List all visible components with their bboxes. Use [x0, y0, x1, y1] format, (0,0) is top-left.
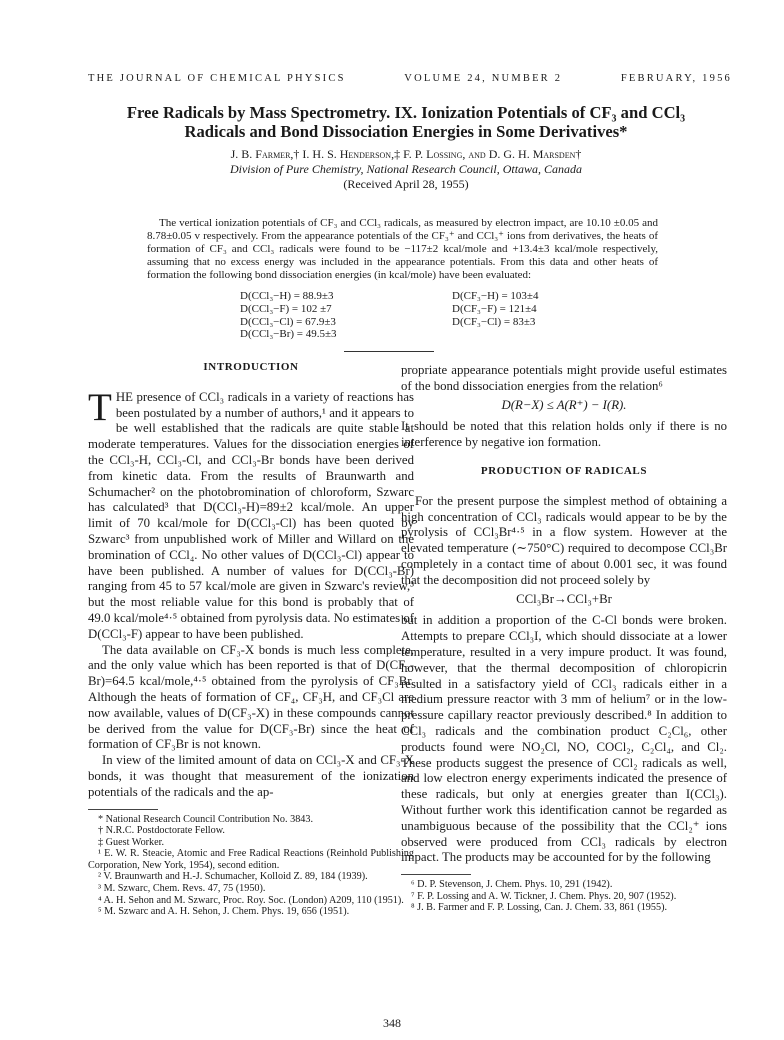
title-line-2: Radicals and Bond Dissociation Energies in Some Derivatives*: [184, 122, 628, 141]
footnote: † N.R.C. Postdoctorate Fellow.: [98, 825, 225, 837]
bde-item: D(CF₃−H) = 103±4: [452, 290, 539, 302]
running-head: [88, 73, 732, 84]
author-block: [80, 147, 732, 192]
bde-list-ccl3: [240, 290, 337, 341]
right-column: [401, 363, 727, 914]
received-date: (Received April 28, 1955): [343, 177, 469, 191]
title-line-1: Free Radicals by Mass Spectrometry. IX. Ionization Potentials of CF₃ and CCl₃: [126, 103, 686, 122]
right-paragraph-4: but in addition a proportion of the C-Cl bonds were broken. Attempts to prepare CCl₃I, which should dissociate at a lower temperature, resulted in a very impure product. It was found, however, that the thermal decomposition of chloropicrin resulted in a satisfactory yield of CCl₃ radicals either in a medium pressure reactor with 3 mm of helium⁷ or in the low-pressure capillary reactor previously described.⁸ In addition to CCl₃ radicals and the combination product C₂Cl₆, other products found were NO₂Cl, NO, COCl₂, C₂Cl₄, and Cl₂. These products suggest the presence of CCl₂ radicals as well, and low electron energy experiments indicated the presence of these radicals, but only at energies greater than I(CCl₃). Without further work this identification cannot be regarded as unambiguous because of the possibility that the CCl₂⁺ ions observed were produced from CCl₃ radicals by electron impact. The products may be accounted for by the following: [401, 613, 727, 865]
footnote: ⁸ J. B. Farmer and F. P. Lossing, Can. J. Chem. 33, 861 (1955).: [411, 902, 668, 914]
equation-bde-relation: D(R−X) ≤ A(R⁺) − I(R).: [501, 397, 627, 412]
issue-date: FEBRUARY, 1956: [620, 73, 732, 84]
page-number: 348: [383, 1016, 401, 1030]
footnote: ⁵ M. Szwarc and A. H. Sehon, J. Chem. Phys. 19, 656 (1951).: [98, 906, 350, 918]
equation-decomposition: CCl₃Br→CCl₃+Br: [516, 591, 612, 606]
footnotes-right: [401, 879, 727, 914]
footnote: ³ M. Szwarc, Chem. Revs. 47, 75 (1950).: [98, 883, 266, 895]
left-column: [88, 360, 414, 918]
right-paragraph-1: propriate appearance potentials might provide useful estimates of the bond dissociation energies from the relation⁶: [401, 363, 727, 393]
abstract: The vertical ionization potentials of CF₃ and CCl₃ radicals, as measured by electron impact, are 10.10 ±0.05 and 8.78±0.05 v respectively. From the appearance potentials of the CF₃⁺ and CCl₃⁺ ions from derivatives, the heats of formation of CF₃ and CCl₃ radicals were found to be −117±2 kcal/mole and +13.4±3 kcal/mole respectively, assuming that no excess energy was included in the appearance potentials. From this data and other heats of formation the following bond dissociation energies (in kcal/mole) have been evaluated:: [147, 217, 658, 281]
drop-cap: T: [88, 385, 112, 429]
volume-number: VOLUME 24, NUMBER 2: [404, 73, 563, 84]
bde-item: D(CCl₃−H) = 88.9±3: [240, 290, 334, 302]
footnote: ⁴ A. H. Sehon and M. Szwarc, Proc. Roy. Soc. (London) A209, 110 (1951).: [98, 894, 404, 906]
footnote: * National Research Council Contribution No. 3843.: [98, 813, 314, 825]
intro-paragraph-1: [88, 385, 414, 643]
article-title: [80, 103, 732, 141]
footnote-divider: [401, 874, 471, 875]
bde-item: D(CF₃−Cl) = 83±3: [452, 315, 536, 328]
intro-paragraph-3: In view of the limited amount of data on CCl₃-X and CF₃-X bonds, it was thought that measurement of the ionization potentials of the radicals and the ap-: [88, 753, 414, 799]
bde-item: D(CCl₃−Br) = 49.5±3: [240, 328, 337, 341]
bde-item: D(CF₃−F) = 121±4: [452, 302, 537, 315]
footnotes-left: [88, 814, 414, 918]
footnote: ¹ E. W. R. Steacie, Atomic and Free Radical Reactions (Reinhold Publishing Corporation, New York, 1954), second edition.: [88, 848, 414, 871]
footnote-divider: [88, 809, 158, 810]
journal-name: THE JOURNAL OF CHEMICAL PHYSICS: [88, 73, 346, 84]
right-paragraph-2: It should be noted that this relation holds only if there is no interference by negative ion formation.: [401, 419, 727, 450]
bde-list-cf3: [452, 290, 538, 328]
footnote: ‡ Guest Worker.: [98, 836, 165, 848]
footnote: ² V. Braunwarth and H.-J. Schumacher, Kolloid Z. 89, 184 (1939).: [98, 871, 368, 883]
section-divider: [344, 351, 434, 352]
right-paragraph-3: For the present purpose the simplest method of obtaining a high concentration of CCl₃ radicals would appear to be by the pyrolysis of CCl₃Br⁴·⁵ in a flow system. However at the elevated temperature (∼750°C) required to decompose CCl₃Br completely in a contact time of about 0.001 sec, it was found that the decomposition did not proceed solely by: [401, 493, 727, 587]
section-heading-introduction: INTRODUCTION: [203, 361, 299, 373]
footnote: ⁷ F. P. Lossing and A. W. Tickner, J. Chem. Phys. 20, 907 (1952).: [411, 890, 677, 902]
intro-paragraph-1-text: HE presence of CCl₃ radicals in a variety of reactions has been postulated by a number of authors,¹ and it appears to be well established that the radicals are quite stable at moderate temperatures. Values for the dissociation energies of the CCl₃-H, CCl₃-Cl, and CCl₃-Br bonds have been derived from kinetic data. From the results of Braunwarth and Schumacher² on the photobromination of chloroform, Szwarc has calculated³ that D(CCl₃-H)=89±2 kcal/mole. An upper limit of 70 kcal/mole for D(CCl₃-Cl) has been quoted by Szwarc³ from unpublished work of Miller and Willard on the bromination of CCl₄. No other values of D(CCl₃-Cl) appear to have been published. A number of values for D(CCl₃-Br) ranging from 45 to 57 kcal/mole are given in Szwarc's review,³ but the most reliable value for this bond is probably that of 49.0 kcal/mole⁴·⁵ obtained from pyrolysis data. No estimates of D(CCl₃-F) appear to have been published.: [88, 389, 414, 641]
intro-paragraph-2: The data available on CF₃-X bonds is much less complete, and the only value which has been reported is that of D(CF₃-Br)=64.5 kcal/mole,⁴·⁵ obtained from the pyrolysis of CF₃Br. Although the heats of formation of CF₄, CF₃H, and CF₃Cl are now available, values of D(CF₃-X) in these compounds cannot be derived from the value for D(CF₃-Br) since the heat of formation of CF₃Br is not known.: [88, 642, 414, 752]
section-heading-production: PRODUCTION OF RADICALS: [480, 464, 648, 477]
affiliation: Division of Pure Chemistry, National Research Council, Ottawa, Canada: [229, 162, 583, 176]
bde-item: D(CCl₃−Cl) = 67.9±3: [240, 315, 336, 328]
author-list: J. B. Farmer,† I. H. S. Henderson,‡ F. P. Lossing, and D. G. H. Marsden†: [230, 147, 582, 161]
footnote: ⁶ D. P. Stevenson, J. Chem. Phys. 10, 291 (1942).: [411, 879, 613, 891]
bde-item: D(CCl₃−F) = 102 ±7: [240, 302, 332, 315]
